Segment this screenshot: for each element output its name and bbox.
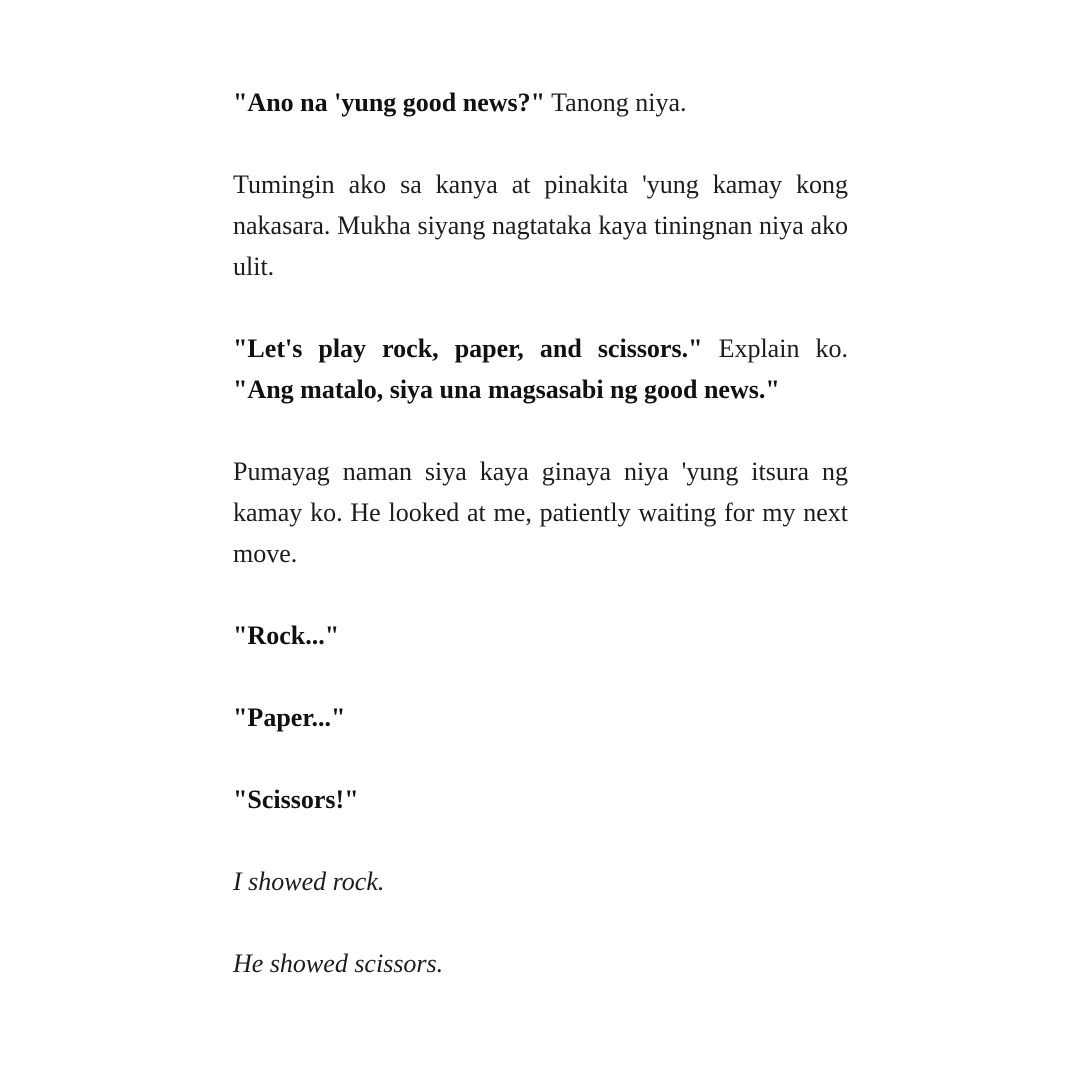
paragraph-2: Tumingin ako sa kanya at pinakita 'yung kamay kong nakasara. Mukha siyang nagtataka kaya tiningnan niya ako ulit.: [233, 170, 848, 281]
paragraph-4: Pumayag naman siya kaya ginaya niya 'yung itsura ng kamay ko. He looked at me, patiently waiting for my next move.: [233, 457, 848, 568]
paragraph-7: "Scissors!": [233, 785, 359, 814]
paragraph-5: "Rock...": [233, 621, 340, 650]
narration-text: Explain ko.: [702, 334, 848, 363]
narration-text: Tanong niya.: [545, 88, 687, 117]
paragraph-9: He showed scissors.: [233, 949, 444, 978]
paragraph-8: I showed rock.: [233, 867, 385, 896]
paragraph-6: "Paper...": [233, 703, 346, 732]
paragraph-3: [233, 328, 848, 410]
dialogue-text: "Ang matalo, siya una magsasabi ng good news.": [233, 375, 780, 404]
story-page: [233, 82, 848, 1025]
dialogue-text: "Ano na 'yung good news?": [233, 88, 546, 117]
dialogue-text: "Let's play rock, paper, and scissors.": [233, 334, 703, 363]
paragraph-1: [233, 82, 848, 123]
